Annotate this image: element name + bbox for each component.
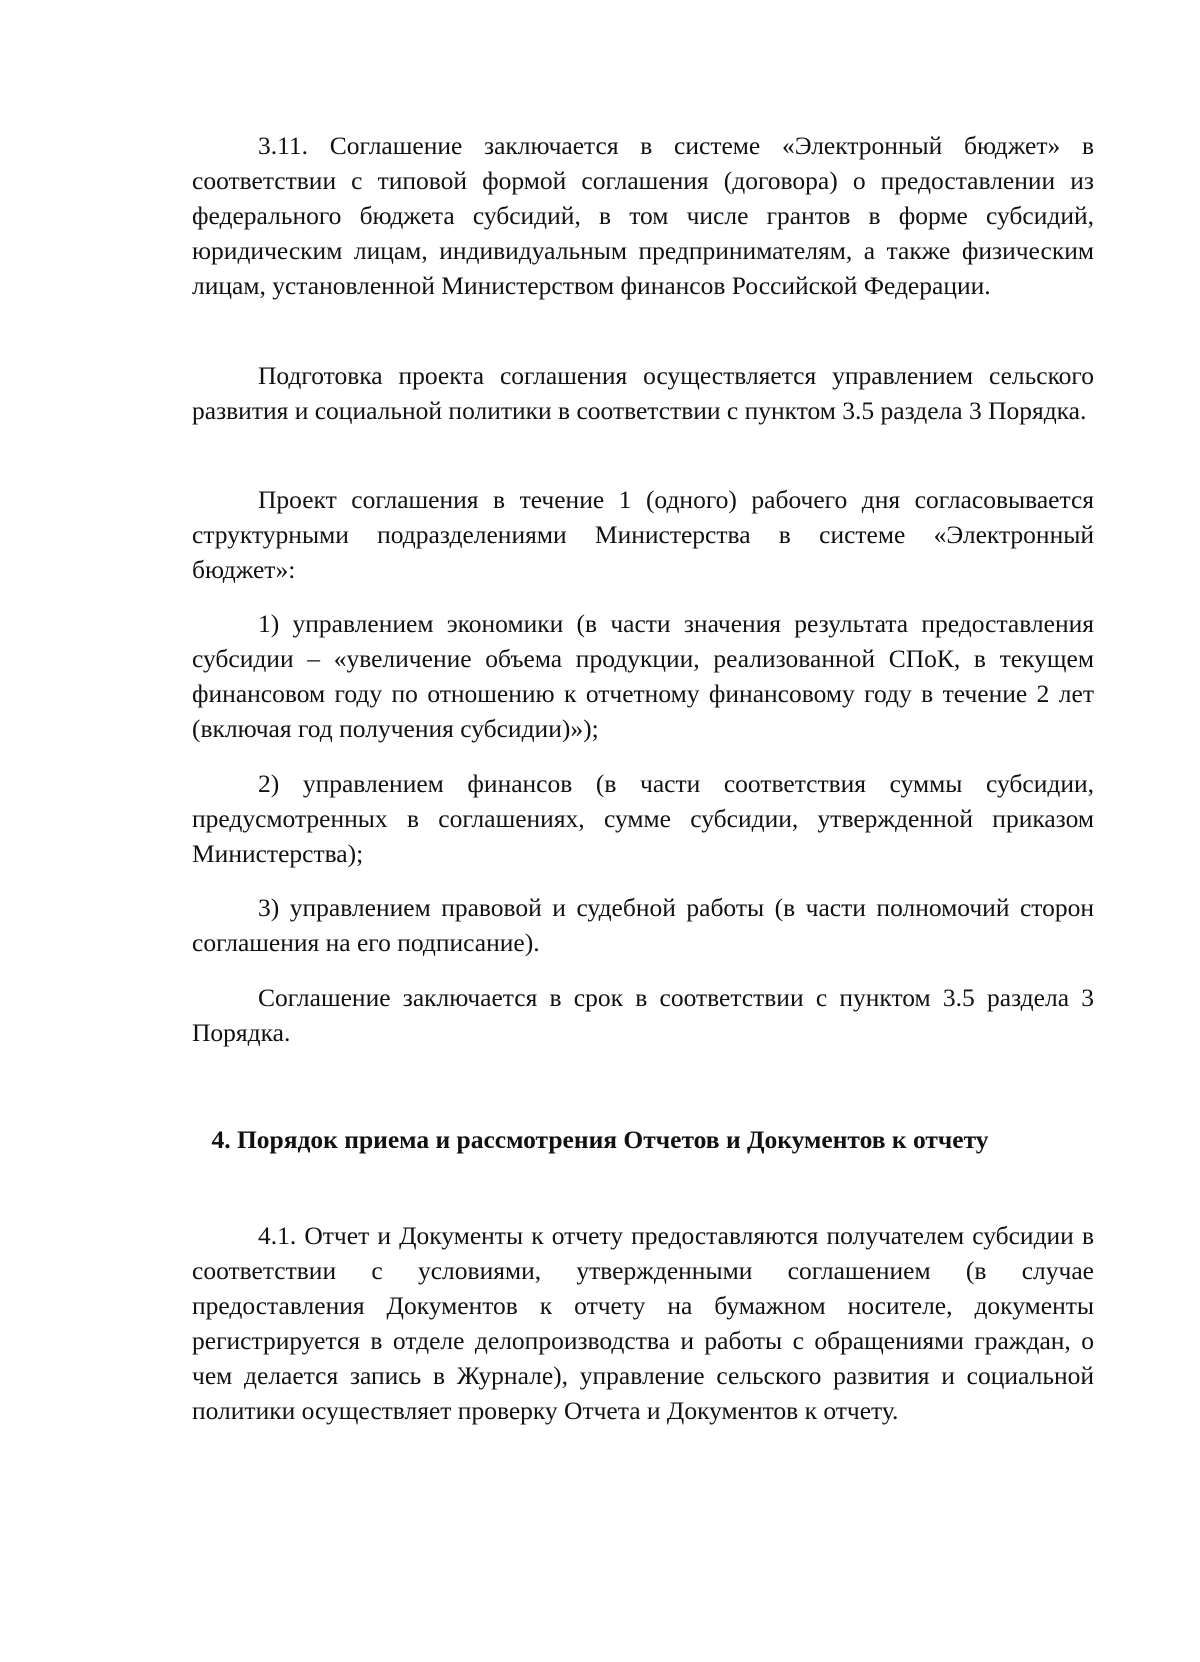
paragraph-project-approval: Проект соглашения в течение 1 (одного) рабочего дня согласовывается структурными подразделениями Министерства в системе «Электронный бюджет»: bbox=[192, 485, 1094, 584]
list-item-legal: 3) управлением правовой и судебной работы (в части полномочий сторон соглашения на его подписание). bbox=[192, 893, 1094, 957]
paragraph-agreement-term: Соглашение заключается в срок в соответствии с пунктом 3.5 раздела 3 Порядка. bbox=[192, 983, 1094, 1047]
paragraph-project-preparation: Подготовка проекта соглашения осуществляется управлением сельского развития и социальной политики в соответствии с пунктом 3.5 раздела 3 Порядка. bbox=[192, 361, 1094, 425]
paragraph-3-11: 3.11. Соглашение заключается в системе «Электронный бюджет» в соответствии с типовой формой соглашения (договора) о предоставлении из федерального бюджета субсидий, в том числе грантов в форме субсидий, юридическим лицам, индивидуальным предпринимателям, а также физическим лицам, установленной Министерством финансов Российской Федерации. bbox=[192, 131, 1094, 300]
section-4-heading: 4. Порядок приема и рассмотрения Отчетов и Документов к отчету bbox=[211, 1125, 989, 1154]
list-item-finance: 2) управлением финансов (в части соответствия суммы субсидии, предусмотренных в соглашениях, сумме субсидии, утвержденной приказом Министерства); bbox=[192, 769, 1094, 868]
paragraph-4-1: 4.1. Отчет и Документы к отчету предоставляются получателем субсидии в соответствии с условиями, утвержденными соглашением (в случае предоставления Документов к отчету на бумажном носителе, документы регистрируется в отделе делопроизводства и работы с обращениями граждан, о чем делается запись в Журнале), управление сельского развития и социальной политики осуществляет проверку Отчета и Документов к отчету. bbox=[192, 1221, 1094, 1425]
list-item-economics: 1) управлением экономики (в части значения результата предоставления субсидии – «увеличение объема продукции, реализованной СПоК, в текущем финансовом году по отношению к отчетному финансовому году в течение 2 лет (включая год получения субсидии)»); bbox=[192, 609, 1094, 743]
